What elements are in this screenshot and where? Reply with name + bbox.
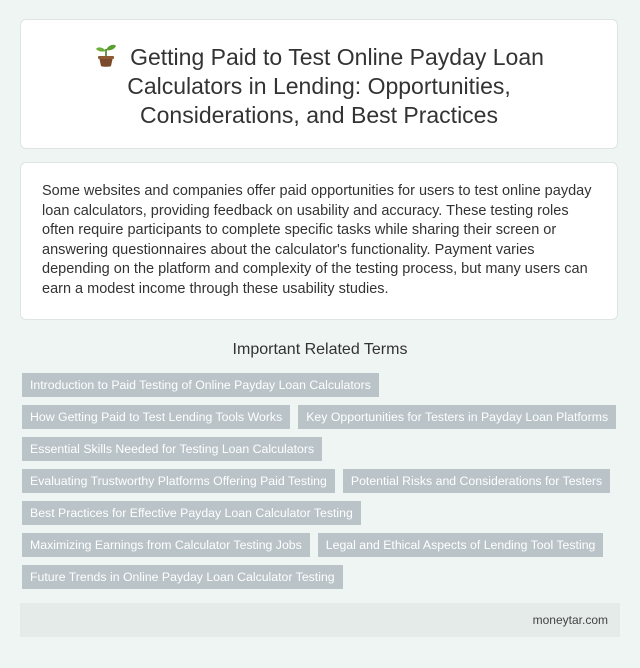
site-name[interactable]: moneytar.com (532, 613, 608, 627)
related-term-tag[interactable]: Key Opportunities for Testers in Payday Loan Platforms (298, 405, 616, 429)
related-term-tag[interactable]: Legal and Ethical Aspects of Lending Tool Testing (318, 533, 604, 557)
related-term-tag[interactable]: Best Practices for Effective Payday Loan Calculator Testing (22, 501, 361, 525)
intro-card (20, 162, 618, 320)
intro-paragraph: Some websites and companies offer paid opportunities for users to test online payday loan calculators, providing feedback on usability and accuracy. These testing roles often require participants to complete specific tasks while sharing their screen or answering questionnaires about the calculator's functionality. Payment varies depending on the platform and complexity of the testing process, but many users can earn a modest income through these usability studies. (42, 183, 592, 297)
footer (20, 603, 620, 637)
related-terms-heading: Important Related Terms (232, 341, 408, 358)
related-term-tag[interactable]: Essential Skills Needed for Testing Loan Calculators (22, 437, 322, 461)
related-term-tag[interactable]: Potential Risks and Considerations for Testers (343, 469, 610, 493)
related-term-tag[interactable]: Future Trends in Online Payday Loan Calculator Testing (22, 565, 343, 589)
related-term-tag[interactable]: Introduction to Paid Testing of Online Payday Loan Calculators (22, 373, 379, 397)
related-term-tag[interactable]: How Getting Paid to Test Lending Tools Works (22, 405, 290, 429)
page-title-text: Getting Paid to Test Online Payday Loan Calculators in Lending: Opportunities, Considerations, and Best Practices (127, 44, 544, 128)
seedling-icon (94, 42, 118, 68)
related-term-tag[interactable]: Evaluating Trustworthy Platforms Offering Paid Testing (22, 469, 335, 493)
related-term-tag[interactable]: Maximizing Earnings from Calculator Testing Jobs (22, 533, 310, 557)
related-terms-list (22, 373, 614, 597)
title-card (20, 19, 618, 149)
page-title (61, 42, 577, 130)
